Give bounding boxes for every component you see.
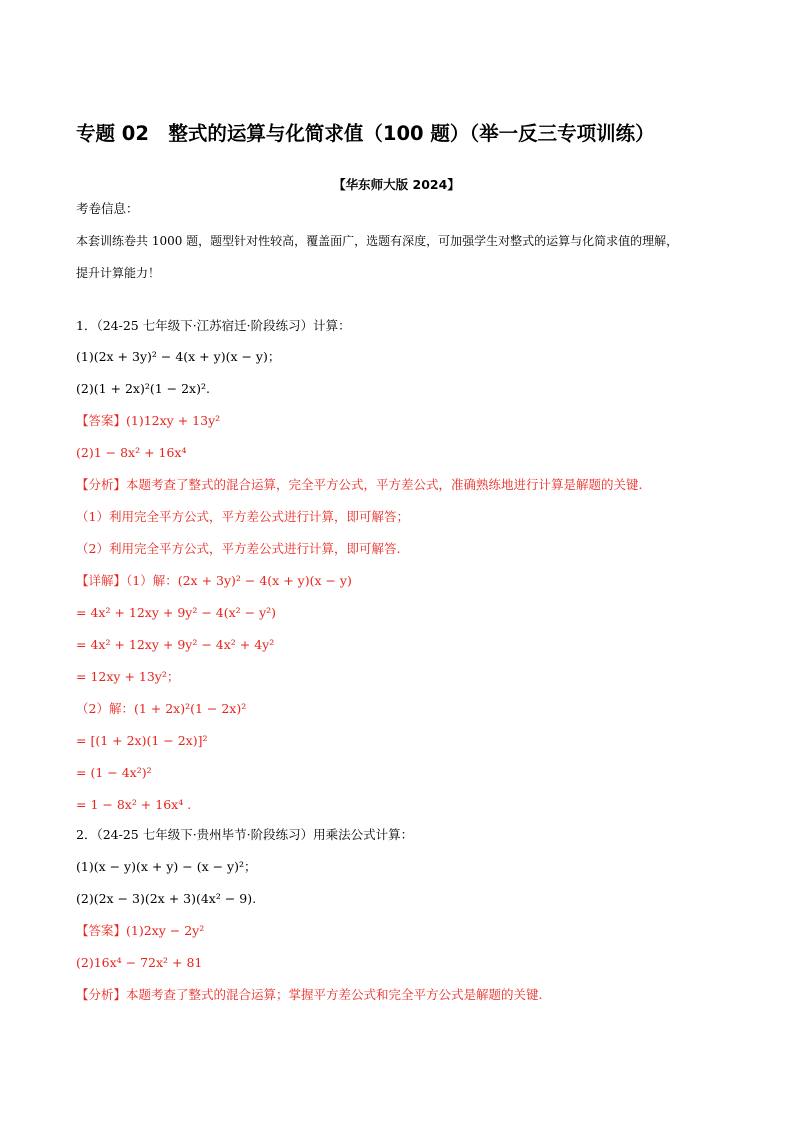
q1-analysis: 【分析】本题考查了整式的混合运算，完全平方公式，平方差公式，准确熟练地进行计算是解题的关键. [76,477,643,492]
q1-detail-2: = 4x² + 12xy + 9y² − 4(x² − y²) [76,605,277,620]
q1-detail-1 [76,573,352,589]
info-label: 考卷信息： [76,201,139,216]
q1-detail-label: 【详解】 [76,573,127,588]
q2-answer-1: 【答案】(1)2xy − 2y² [76,923,205,938]
document-subtitle: 【华东师大版 2024】 [333,177,460,192]
q1-detail-5: （2）解：(1 + 2x)²(1 − 2x)² [76,701,247,716]
q1-step-1: （1）利用完全平方公式，平方差公式进行计算，即可解答； [76,509,409,524]
q1-step-2: （2）利用完全平方公式，平方差公式进行计算，即可解答. [76,541,401,556]
q1-answer-1 [76,413,220,429]
q2-part1: (1)(x − y)(x + y) − (x − y)²； [76,859,257,874]
q1-answer-1-value: (1)12xy + 13y² [126,413,221,428]
q2-stem: 2．（24-25 七年级下·贵州毕节·阶段练习）用乘法公式计算： [76,827,414,842]
q1-detail-3: = 4x² + 12xy + 9y² − 4x² + 4y² [76,637,275,652]
q2-part2: (2)(2x − 3)(2x + 3)(4x² − 9). [76,891,257,906]
q1-answer-2: (2)1 − 8x² + 16x⁴ [76,445,187,460]
q2-analysis: 【分析】本题考查了整式的混合运算；掌握平方差公式和完全平方公式是解题的关键. [76,987,543,1002]
info-text-2: 提升计算能力！ [76,266,161,280]
info-text-1: 本套训练卷共 1000 题，题型针对性较高，覆盖面广，选题有深度，可加强学生对整式的运算与化简求值的理解， [76,234,679,248]
q1-detail-8: = 1 − 8x² + 16x⁴ . [76,797,192,812]
q1-part2: (2)(1 + 2x)²(1 − 2x)². [76,381,210,396]
q2-answer-2: (2)16x⁴ − 72x² + 81 [76,955,203,970]
q1-stem: 1．（24-25 七年级下·江苏宿迁·阶段练习）计算： [76,318,351,333]
q1-answer-label: 【答案】 [76,413,127,428]
q1-detail-4: = 12xy + 13y²； [76,669,180,684]
q1-part1: (1)(2x + 3y)² − 4(x + y)(x − y)； [76,349,281,364]
document-title: 专题 02 整式的运算与化简求值（100 题）（举一反三专项训练） [76,122,655,145]
q1-detail-7: = (1 − 4x²)² [76,765,152,780]
q1-detail-6: = [(1 + 2x)(1 − 2x)]² [76,733,208,748]
q1-detail-1-text: （1）解：(2x + 3y)² − 4(x + y)(x − y) [126,573,352,588]
